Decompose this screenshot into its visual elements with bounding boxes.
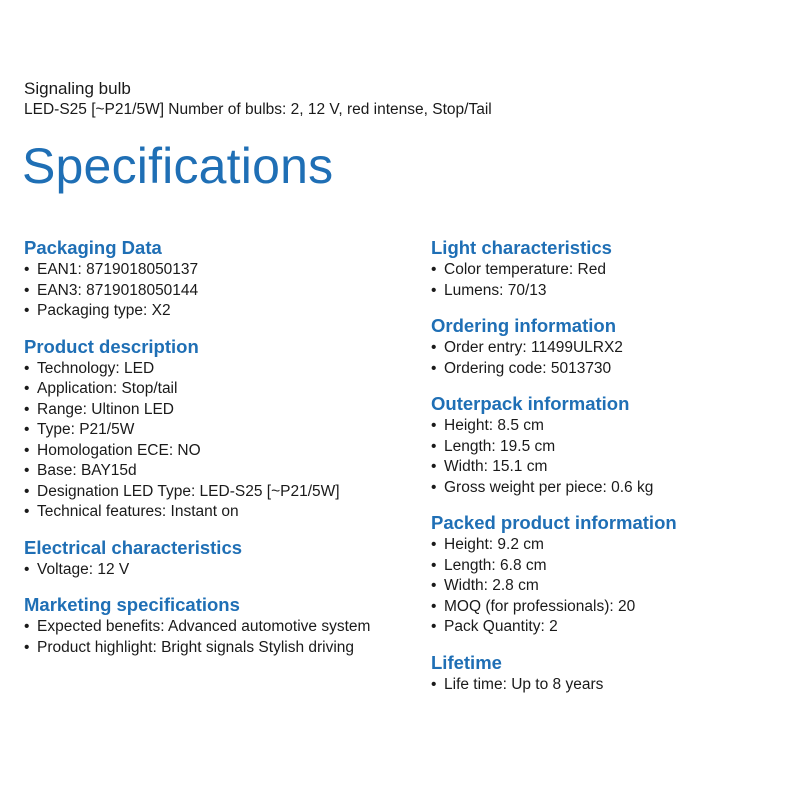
spec-item-text: Range: Ultinon LED — [37, 400, 174, 418]
bullet-icon: • — [431, 478, 437, 496]
spec-item-text: Technical features: Instant on — [37, 503, 239, 520]
spec-list — [24, 260, 414, 322]
spec-item-text: Application: Stop/tail — [37, 380, 178, 397]
product-subtitle: LED-S25 [~P21/5W] Number of bulbs: 2, 12 V, red intense, Stop/Tail — [24, 101, 492, 118]
spec-item — [431, 576, 791, 597]
spec-item-text: Voltage: 12 V — [37, 560, 130, 578]
bullet-icon: • — [24, 618, 30, 635]
spec-item-text: Height: 8.5 cm — [444, 417, 544, 434]
bullet-icon: • — [24, 482, 30, 500]
spec-item — [431, 359, 791, 380]
spec-section-lifetime — [431, 652, 791, 696]
spec-item — [24, 638, 414, 659]
section-title: Light characteristics — [431, 237, 612, 258]
spec-list — [24, 359, 414, 523]
spec-item-text: Height: 9.2 cm — [444, 536, 544, 553]
spec-item-text: Order entry: 11499ULRX2 — [444, 339, 623, 356]
spec-list — [24, 617, 414, 658]
spec-item — [24, 359, 414, 380]
spec-column-left — [24, 237, 414, 672]
spec-item — [24, 301, 414, 322]
spec-item — [431, 457, 791, 478]
spec-item — [431, 437, 791, 458]
section-title: Electrical characteristics — [24, 536, 243, 558]
spec-section-electrical-characteristics — [24, 537, 414, 581]
bullet-icon: • — [431, 536, 437, 553]
spec-item-text: Width: 2.8 cm — [444, 577, 539, 594]
spec-item — [24, 502, 414, 523]
spec-item — [431, 338, 791, 359]
bullet-icon: • — [431, 597, 437, 615]
section-title: Ordering information — [431, 315, 616, 336]
bullet-icon: • — [431, 339, 437, 356]
bullet-icon: • — [431, 261, 437, 278]
spec-item-text: Expected benefits: Advanced automotive system — [37, 618, 371, 635]
bullet-icon: • — [24, 380, 30, 397]
section-title: Outerpack information — [431, 393, 630, 414]
bullet-icon: • — [24, 503, 30, 520]
bullet-icon: • — [24, 400, 30, 418]
section-title: Packed product information — [431, 512, 677, 533]
spec-item-text: EAN1: 8719018050137 — [37, 261, 199, 278]
bullet-icon: • — [24, 359, 30, 377]
spec-item-text: Length: 19.5 cm — [444, 437, 556, 455]
spec-item-text: Product highlight: Bright signals Stylish driving — [37, 638, 355, 656]
spec-item — [431, 617, 791, 638]
spec-item-text: Gross weight per piece: 0.6 kg — [444, 478, 654, 496]
spec-item — [24, 482, 414, 503]
section-title: Lifetime — [431, 651, 502, 673]
spec-list — [431, 675, 791, 696]
product-header — [24, 78, 784, 120]
bullet-icon: • — [431, 359, 437, 377]
bullet-icon: • — [24, 302, 30, 319]
spec-item-text: Technology: LED — [37, 359, 155, 377]
spec-item-text: MOQ (for professionals): 20 — [444, 597, 636, 615]
bullet-icon: • — [24, 441, 30, 459]
section-title: Packaging Data — [24, 237, 162, 258]
spec-section-packed-product-information — [431, 512, 791, 638]
spec-item — [431, 556, 791, 577]
spec-item-text: Length: 6.8 cm — [444, 556, 547, 574]
spec-list — [431, 338, 791, 379]
spec-section-marketing-specifications — [24, 594, 414, 658]
spec-item — [24, 379, 414, 400]
spec-section-ordering-information — [431, 315, 791, 379]
spec-item-text: Designation LED Type: LED-S25 [~P21/5W] — [37, 482, 340, 500]
page-title: Specifications — [22, 138, 334, 194]
spec-item-text: Homologation ECE: NO — [37, 441, 201, 459]
spec-item — [24, 617, 414, 638]
bullet-icon: • — [431, 675, 437, 693]
spec-item — [24, 560, 414, 581]
bullet-icon: • — [24, 281, 30, 299]
bullet-icon: • — [24, 638, 30, 656]
spec-item — [431, 478, 791, 499]
spec-section-light-characteristics — [431, 237, 791, 301]
spec-section-packaging-data — [24, 237, 414, 322]
spec-item-text: Color temperature: Red — [444, 261, 606, 278]
spec-item — [24, 420, 414, 441]
spec-item-text: Life time: Up to 8 years — [444, 675, 604, 693]
spec-item-text: Base: BAY15d — [37, 462, 137, 479]
spec-list — [431, 416, 791, 498]
spec-item — [431, 416, 791, 437]
spec-item — [24, 441, 414, 462]
bullet-icon: • — [431, 281, 437, 299]
spec-section-outerpack-information — [431, 393, 791, 498]
spec-item-text: Width: 15.1 cm — [444, 458, 548, 475]
bullet-icon: • — [24, 421, 30, 438]
bullet-icon: • — [24, 462, 30, 479]
spec-item — [24, 260, 414, 281]
spec-item — [431, 281, 791, 302]
bullet-icon: • — [431, 458, 437, 475]
bullet-icon: • — [24, 560, 30, 578]
bullet-icon: • — [431, 618, 437, 635]
bullet-icon: • — [431, 577, 437, 594]
spec-column-right — [431, 237, 791, 709]
spec-item-text: EAN3: 8719018050144 — [37, 281, 199, 299]
spec-item-text: Ordering code: 5013730 — [444, 359, 612, 377]
spec-item-text: Pack Quantity: 2 — [444, 618, 558, 635]
spec-list — [431, 535, 791, 638]
spec-item — [431, 535, 791, 556]
spec-section-product-description — [24, 336, 414, 523]
section-title: Product description — [24, 335, 199, 357]
spec-list — [24, 560, 414, 581]
spec-item — [24, 281, 414, 302]
bullet-icon: • — [431, 437, 437, 455]
spec-item — [24, 400, 414, 421]
section-title: Marketing specifications — [24, 594, 240, 615]
spec-item — [431, 260, 791, 281]
bullet-icon: • — [431, 556, 437, 574]
spec-item — [431, 597, 791, 618]
spec-item-text: Packaging type: X2 — [37, 302, 171, 319]
bullet-icon: • — [24, 261, 30, 278]
spec-item — [431, 675, 791, 696]
spec-list — [431, 260, 791, 301]
bullet-icon: • — [431, 417, 437, 434]
spec-item-text: Lumens: 70/13 — [444, 281, 547, 299]
product-name: Signaling bulb — [24, 79, 131, 98]
spec-item — [24, 461, 414, 482]
spec-item-text: Type: P21/5W — [37, 421, 135, 438]
